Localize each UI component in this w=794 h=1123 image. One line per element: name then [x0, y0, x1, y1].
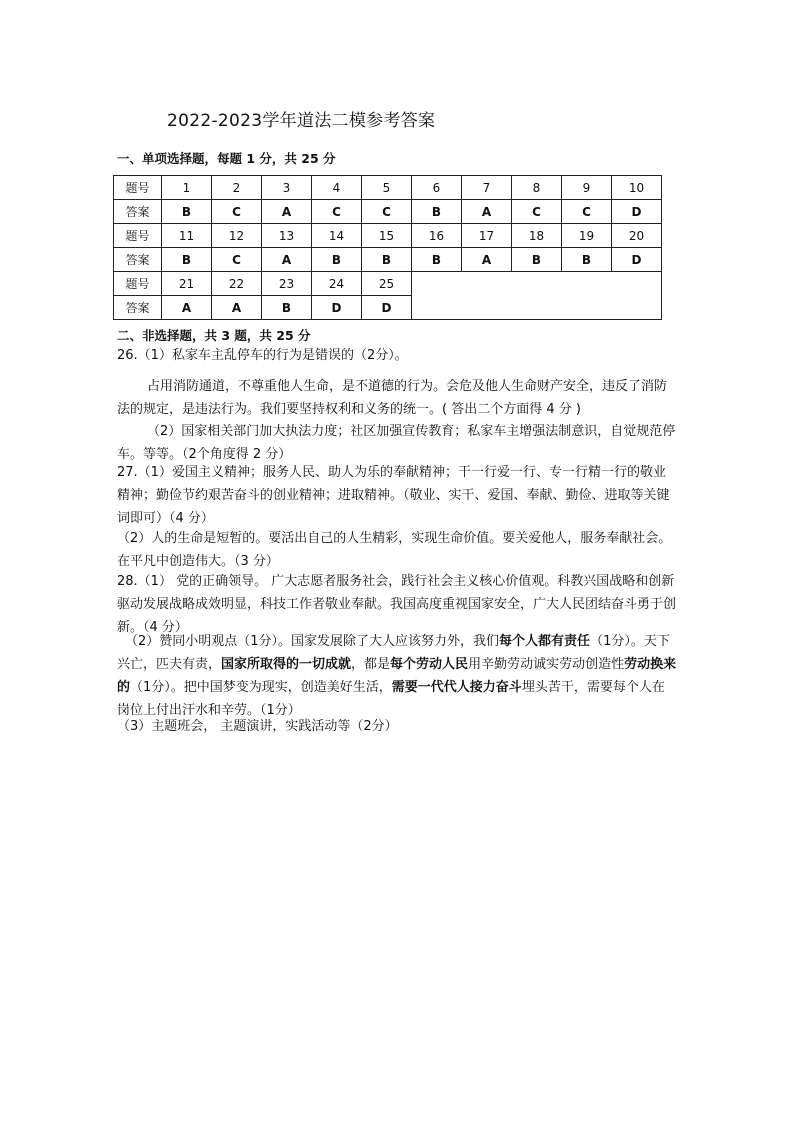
- page-title: 2022-2023学年道法二模参考答案: [167, 111, 436, 131]
- answer-cell: C: [362, 200, 412, 224]
- answer-cell: C: [212, 200, 262, 224]
- q28-part3: （3）主题班会， 主题演讲，实践活动等（2分）: [117, 719, 398, 734]
- answer-cell: A: [212, 296, 262, 320]
- answer-cell: B: [362, 248, 412, 272]
- question-number-cell: 6: [412, 176, 462, 200]
- q28-p2-text-d: 用辛勤劳动诚实劳动创造性: [468, 657, 625, 672]
- q26-part1-explanation: 占用消防通道，不尊重他人生命，是不道德的行为。会危及他人生命财产安全，违反了消防法的规定，是违法行为。我们要坚持权利和义务的统一。( 答出二个方面得 4 分 ): [117, 379, 668, 417]
- row-label-question: 题号: [114, 176, 162, 200]
- question-number-cell: 12: [212, 224, 262, 248]
- q28-part1: 28.（1） 党的正确领导。 广大志愿者服务社会，践行社会主义核心价值观。科教兴国战略和创新驱动发展战略成效明显，科技工作者敬业奉献。我国高度重视国家安全，广大人民团结奋斗勇于创新。（4 分）: [117, 574, 677, 635]
- answer-cell: B: [162, 248, 212, 272]
- answer-cell: C: [562, 200, 612, 224]
- row-label-answer: 答案: [114, 248, 162, 272]
- q28-p2-text-e: （1分）。把中国梦变为现实，创造美好生活，: [130, 680, 392, 695]
- row-label-answer: 答案: [114, 200, 162, 224]
- question-number-cell: 7: [462, 176, 512, 200]
- q28-p2-text-f: 埋头苦干，需要每个人在岗位上付出汗水和辛劳。（1分）: [117, 680, 665, 718]
- answer-cell: A: [462, 200, 512, 224]
- answer-cell: D: [612, 200, 662, 224]
- q28-p2-text-a: （2）赞同小明观点（1分）。国家发展除了大人应该努力外，我们: [125, 634, 500, 649]
- q26-part1: 26.（1）私家车主乱停车的行为是错误的（2分）。: [117, 348, 408, 363]
- question-number-cell: 14: [312, 224, 362, 248]
- answer-row: [114, 248, 662, 272]
- section-multiple-choice-heading: 一、单项选择题，每题 1 分，共 25 分: [117, 151, 336, 166]
- answer-cell: C: [212, 248, 262, 272]
- question-number-row: [114, 176, 662, 200]
- answer-cell: B: [162, 200, 212, 224]
- question-number-cell: 19: [562, 224, 612, 248]
- question-number-row: [114, 224, 662, 248]
- answer-cell: B: [412, 248, 462, 272]
- q27-part1: 27.（1）爱国主义精神；服务人民、助人为乐的奉献精神；干一行爱一行、专一行精一行的敬业精神；勤俭节约艰苦奋斗的创业精神；进取精神。（敬业、实干、爱国、奉献、勤俭、进取等关键词即可）（4 分）: [117, 465, 670, 526]
- q27-part2: （2）人的生命是短暂的。要活出自己的人生精彩，实现生命价值。要关爱他人，服务奉献社会。在平凡中创造伟大。（3 分）: [117, 531, 672, 569]
- answer-cell: D: [362, 296, 412, 320]
- question-number-cell: 9: [562, 176, 612, 200]
- answer-cell: B: [412, 200, 462, 224]
- answer-cell: D: [612, 248, 662, 272]
- question-number-cell: 24: [312, 272, 362, 296]
- q28-p2-text-c: ，都是: [351, 657, 391, 672]
- answer-cell: B: [562, 248, 612, 272]
- row-label-answer: 答案: [114, 296, 162, 320]
- q28-p2-bold-e: 需要一代代人接力奋斗: [391, 680, 522, 695]
- row-label-question: 题号: [114, 272, 162, 296]
- question-number-cell: 4: [312, 176, 362, 200]
- q28-part2: [117, 630, 677, 722]
- question-number-row: [114, 272, 662, 296]
- question-number-cell: 11: [162, 224, 212, 248]
- question-number-cell: 22: [212, 272, 262, 296]
- answer-cell: C: [512, 200, 562, 224]
- empty-table-area: [412, 272, 662, 320]
- answer-cell: B: [262, 296, 312, 320]
- question-number-cell: 3: [262, 176, 312, 200]
- question-number-cell: 2: [212, 176, 262, 200]
- question-number-cell: 20: [612, 224, 662, 248]
- question-number-cell: 8: [512, 176, 562, 200]
- answer-cell: C: [312, 200, 362, 224]
- question-number-cell: 17: [462, 224, 512, 248]
- section-open-questions-heading: 二、非选择题，共 3 题，共 25 分: [117, 328, 311, 343]
- q26-part2: （2）国家相关部门加大执法力度；社区加强宣传教育；私家车主增强法制意识，自觉规范停车。等等。（2个角度得 2 分）: [117, 424, 676, 462]
- answer-cell: D: [312, 296, 362, 320]
- question-number-cell: 15: [362, 224, 412, 248]
- answer-cell: A: [262, 248, 312, 272]
- answer-cell: A: [462, 248, 512, 272]
- row-label-question: 题号: [114, 224, 162, 248]
- question-number-cell: 13: [262, 224, 312, 248]
- question-number-cell: 23: [262, 272, 312, 296]
- q28-p2-bold-d: 劳动换来的: [117, 657, 677, 695]
- answer-cell: A: [162, 296, 212, 320]
- q28-p2-text-b: （1分）。天下兴亡，匹夫有责，: [117, 634, 670, 672]
- question-number-cell: 5: [362, 176, 412, 200]
- question-number-cell: 25: [362, 272, 412, 296]
- q28-p2-bold-c: 每个劳动人民: [390, 657, 469, 672]
- question-number-cell: 1: [162, 176, 212, 200]
- answer-table: [113, 175, 662, 320]
- answer-cell: B: [312, 248, 362, 272]
- question-number-cell: 16: [412, 224, 462, 248]
- q28-p2-bold-a: 每个人都有责任: [499, 634, 591, 649]
- question-number-cell: 21: [162, 272, 212, 296]
- answer-row: [114, 200, 662, 224]
- question-number-cell: 18: [512, 224, 562, 248]
- q28-p2-bold-b: 国家所取得的一切成就: [221, 657, 352, 672]
- answer-cell: A: [262, 200, 312, 224]
- answer-cell: B: [512, 248, 562, 272]
- question-number-cell: 10: [612, 176, 662, 200]
